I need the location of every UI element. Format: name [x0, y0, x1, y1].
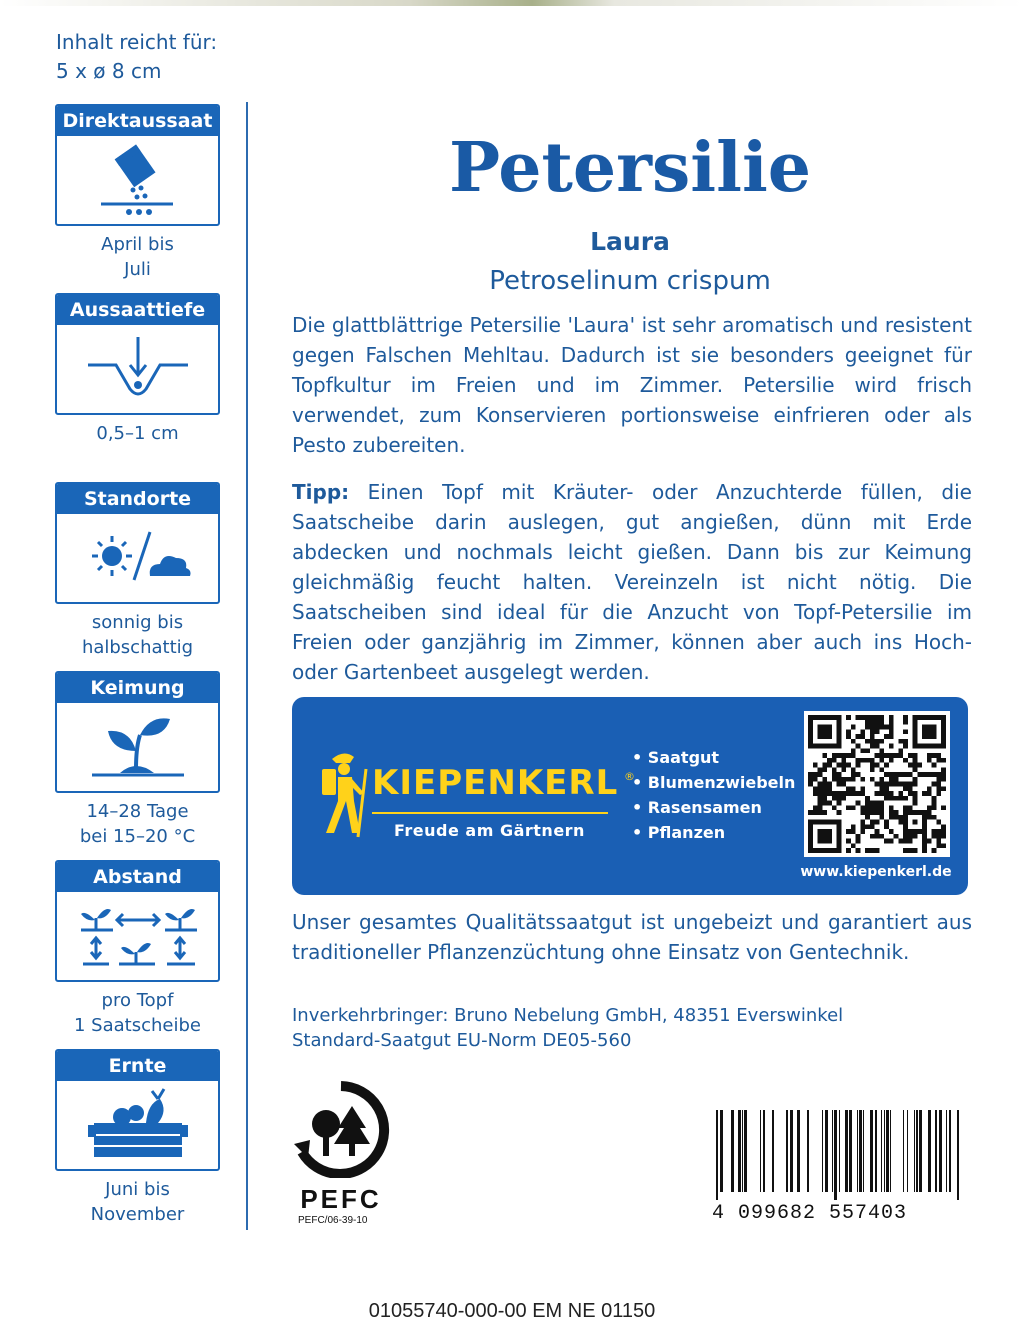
tip-text: Einen Topf mit Kräuter- oder Anzuchterde füllen, die Saatscheibe darin auslegen, gut angießen, dünn mit Erde abdecken und nochmals leicht gießen. Dann bis zur Keimung gleichmäßig feucht halten. Vereinzeln ist nicht nötig. Die Saatscheiben sind ideal für die Anzucht von Topf-Petersilie im Freien oder ganzjährig im Zimmer, können aber auch ins Hoch- oder Gartenbeet ausgelegt werden. — [292, 480, 972, 684]
icon-box — [55, 104, 220, 226]
icon-title: Direktaussaat — [57, 106, 218, 136]
brand-rule — [372, 812, 608, 814]
legal-standard: Standard-Saatgut EU-Norm DE05-560 — [292, 1030, 632, 1051]
legal-distributor: Inverkehrbringer: Bruno Nebelung GmbH, 48351 Everswinkel — [292, 1005, 844, 1026]
icon-caption-2: 1 Saatscheibe — [74, 1015, 201, 1036]
icon-box — [55, 1049, 220, 1171]
brand-product-item: • Rasensamen — [632, 795, 795, 820]
icon-title: Aussaattiefe — [57, 295, 218, 325]
icon-block-standorte — [55, 482, 220, 660]
icon-caption-2: November — [90, 1204, 185, 1225]
icon-caption-1: sonnig bis — [91, 612, 184, 633]
icon-box — [55, 482, 220, 604]
brand-product-list — [632, 745, 795, 845]
product-latin-name: Petroselinum crispum — [489, 266, 771, 296]
icon-title: Standorte — [57, 484, 218, 514]
icon-caption-1: pro Topf — [101, 990, 174, 1011]
spacing-icon — [57, 892, 218, 980]
seed-pouring-icon — [57, 136, 218, 224]
icon-box — [55, 671, 220, 793]
icon-box — [55, 860, 220, 982]
ean-barcode — [712, 1110, 962, 1225]
print-code: 01055740-000-00 EM NE 01150 — [368, 1300, 656, 1322]
harvest-crate-icon — [57, 1081, 218, 1169]
icon-title: Ernte — [57, 1051, 218, 1081]
icon-caption-2: halbschattig — [81, 637, 194, 658]
sowing-depth-icon — [57, 325, 218, 413]
content-size: 5 x ø 8 cm — [56, 59, 162, 83]
brand-product-item: • Saatgut — [632, 745, 795, 770]
top-photo-strip — [0, 0, 1024, 6]
icon-caption-1: Juni bis — [105, 1179, 170, 1200]
pefc-label: PEFC — [300, 1184, 382, 1214]
icon-title: Keimung — [57, 673, 218, 703]
icon-block-aussaattiefe — [55, 293, 220, 446]
quality-statement: Unser gesamtes Qualitätssaatgut ist ungebeizt und garantiert aus traditioneller Pflanzenzüchtung ohne Einsatz von Gentechnik. — [292, 910, 972, 964]
icon-block-abstand — [55, 860, 220, 1038]
legal-info — [292, 1003, 843, 1053]
brand-registered-mark: ® — [624, 770, 635, 783]
sprout-icon — [57, 703, 218, 791]
brand-url[interactable]: www.kiepenkerl.de — [800, 864, 952, 880]
qr-code[interactable] — [804, 711, 950, 857]
kiepenkerl-hiker-icon — [314, 749, 374, 841]
pefc-code: PEFC/06-39-10 — [298, 1215, 368, 1226]
tip-paragraph — [292, 477, 972, 687]
pefc-trees-icon — [288, 1080, 394, 1178]
pefc-logo — [288, 1080, 394, 1226]
icon-box — [55, 293, 220, 415]
icon-caption-1: April bis — [101, 234, 174, 255]
icon-block-keimung — [55, 671, 220, 849]
icon-block-direktaussaat — [55, 104, 220, 282]
content-info — [56, 28, 217, 86]
barcode-number: 4 099682 557403 — [712, 1202, 908, 1225]
product-variety: Laura — [590, 227, 670, 256]
icon-caption-1: 0,5–1 cm — [96, 423, 179, 444]
brand-tagline: Freude am Gärtnern — [394, 821, 585, 840]
brand-product-item: • Blumenzwiebeln — [632, 770, 795, 795]
brand-name: KIEPENKERL — [372, 763, 619, 803]
product-description: Die glattblättrige Petersilie 'Laura' ist sehr aromatisch und resistent gegen Falschen Mehltau. Dadurch ist sie besonders geeignet für Topfkultur im Freien und im Zimmer. Petersilie wird frisch verwendet, zum Konservieren portionsweise einfrieren oder als Pesto zubereiten. — [292, 313, 972, 457]
sun-cloud-icon — [57, 514, 218, 602]
qr-code-pattern — [808, 715, 946, 853]
column-divider — [246, 102, 248, 1230]
icon-caption-2: bei 15–20 °C — [79, 826, 196, 847]
brand-product-item: • Pflanzen — [632, 820, 795, 845]
icon-block-ernte — [55, 1049, 220, 1227]
product-title: Petersilie — [448, 128, 812, 208]
brand-banner — [292, 697, 968, 895]
icon-title: Abstand — [57, 862, 218, 892]
icon-caption-2: Juli — [124, 259, 151, 280]
tip-label: Tipp: — [292, 480, 350, 504]
barcode-bars — [712, 1110, 962, 1200]
icon-caption-1: 14–28 Tage — [86, 801, 189, 822]
content-label: Inhalt reicht für: — [56, 30, 218, 54]
